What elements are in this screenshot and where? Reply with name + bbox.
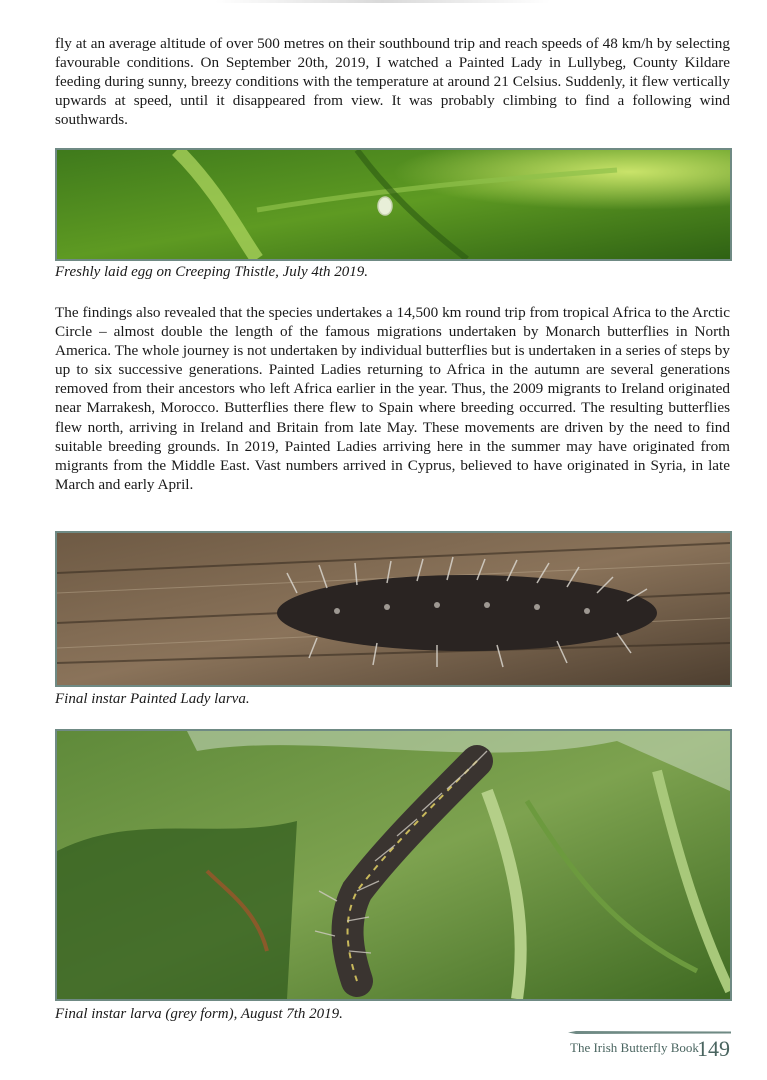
- footer-book-title: The Irish Butterfly Book: [570, 1040, 699, 1055]
- caption-larva: Final instar Painted Lady larva.: [55, 691, 250, 707]
- photo-final-instar-larva: [55, 531, 732, 687]
- footer-rule: [568, 1031, 731, 1034]
- photo-egg-on-thistle: [55, 148, 732, 261]
- page-number: 149: [697, 1036, 730, 1061]
- body-paragraph-1: fly at an average altitude of over 500 metres on their southbound trip and reach speeds of 48 km/h by selecting favourable conditions. On September 20th, 2019, I watched a Painted Lady in Lullybeg, County Kildare feeding during sunny, breezy conditions with the temperature at around 21 Celsius. Suddenly, it flew vertically upwards at speed, until it disappeared from view. It was probably climbing to find a following wind southwards.: [55, 35, 730, 129]
- body-paragraph-2: The findings also revealed that the species undertakes a 14,500 km round trip from tropical Africa to the Arctic Circle – almost double the length of the famous migrations undertaken by Monarch butterflies in North America. The whole journey is not undertaken by individual butterflies but is undertaken in a series of steps by up to six successive generations. Painted Ladies returning to Africa in the autumn are several generations removed from their ancestors who left Africa earlier in the year. Thus, the 2009 migrants to Ireland originated near Marrakesh, Morocco. Butterflies there flew to Spain where breeding occurred. The resulting butterflies flew north, arriving in Ireland and Britain from late May. These movements are driven by the need to find suitable breeding grounds. In 2019, Painted Ladies arriving here in the summer may have originated from migrants from the Middle East. Vast numbers arrived in Cyprus, believed to have originated in Syria, in late March and early April.: [55, 304, 730, 493]
- caption-egg: Freshly laid egg on Creeping Thistle, July 4th 2019.: [55, 264, 369, 280]
- caption-larva-grey-form: Final instar larva (grey form), August 7th 2019.: [55, 1006, 343, 1022]
- top-edge-rule: [215, 0, 550, 3]
- photo-grey-form-larva: [55, 729, 732, 1001]
